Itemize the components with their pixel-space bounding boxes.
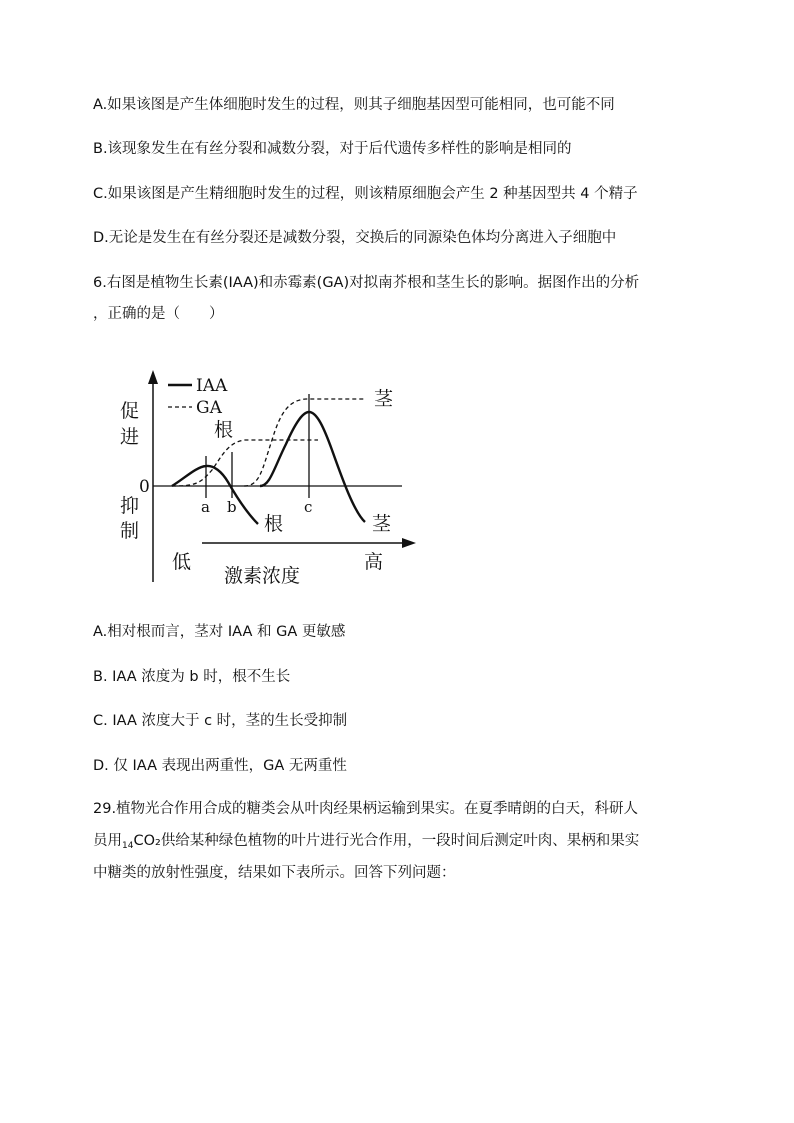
- label-stem-ga: 茎: [374, 388, 394, 410]
- q5-option-a: A.如果该图是产生体细胞时发生的过程，则其子细胞基因型可能相同，也可能不同: [93, 97, 615, 113]
- legend-iaa-label: IAA: [196, 376, 228, 396]
- q5-option-b: B.该现象发生在有丝分裂和减数分裂，对于后代遗传多样性的影响是相同的: [93, 141, 572, 157]
- q6-option-a: A.相对根而言，茎对 IAA 和 GA 更敏感: [93, 624, 346, 640]
- q29-line2: [93, 831, 639, 856]
- x-axis-title: 激素浓度: [224, 565, 301, 587]
- label-root-ga: 根: [214, 419, 234, 441]
- q6-option-c: C. IAA 浓度大于 c 时，茎的生长受抑制: [93, 713, 348, 729]
- q29-line1: 29.植物光合作用合成的糖类会从叶肉经果柄运输到果实。在夏季晴朗的白天，科研人: [93, 801, 639, 817]
- q5-option-d: D.无论是发生在有丝分裂还是减数分裂，交换后的同源染色体均分离进入子细胞中: [93, 230, 617, 246]
- y-label-yi: 抑: [120, 495, 140, 517]
- y-label-zhi: 制: [120, 520, 140, 542]
- x-label-high: 高: [364, 551, 384, 573]
- q29-line2-post: 供给某种绿色植物的叶片进行光合作用，一段时间后测定叶肉、果柄和果实: [160, 833, 640, 849]
- iaa-root-curve: [172, 466, 258, 524]
- q6-stem-line1: 6.右图是植物生长素(IAA)和赤霉素(GA)对拟南芥根和茎生长的影响。据图作出的分析: [93, 275, 640, 291]
- y-label-jin: 进: [120, 426, 140, 448]
- label-stem-iaa: 茎: [372, 513, 392, 535]
- q29-chem-formula: CO₂: [133, 833, 161, 849]
- label-root-iaa: 根: [264, 513, 284, 535]
- tick-a: a: [201, 498, 210, 516]
- x-axis-arrow: [402, 538, 416, 548]
- y-label-cu: 促: [120, 400, 140, 422]
- q5-option-c: C.如果该图是产生精细胞时发生的过程，则该精原细胞会产生 2 种基因型共 4 个精子: [93, 186, 638, 202]
- zero-label: 0: [139, 477, 150, 497]
- ga-root-curve: [172, 440, 318, 486]
- q6-option-d: D. 仅 IAA 表现出两重性，GA 无两重性: [93, 758, 347, 774]
- ga-stem-curve: [244, 399, 366, 486]
- y-axis-arrow: [148, 370, 158, 384]
- q29-line2-pre: 员用: [93, 833, 122, 849]
- x-label-low: 低: [172, 551, 192, 573]
- legend-ga-label: GA: [196, 398, 222, 418]
- q6-stem-line2: ，正确的是（ ）: [93, 306, 224, 322]
- iaa-stem-curve: [260, 412, 365, 522]
- q6-option-b: B. IAA 浓度为 b 时，根不生长: [93, 669, 291, 685]
- hormone-concentration-graph: [110, 360, 430, 590]
- q29-line3: 中糖类的放射性强度，结果如下表所示。回答下列问题：: [93, 865, 456, 881]
- tick-c: c: [304, 498, 313, 516]
- tick-b: b: [227, 498, 237, 516]
- q29-isotope-subscript: 14: [122, 841, 134, 851]
